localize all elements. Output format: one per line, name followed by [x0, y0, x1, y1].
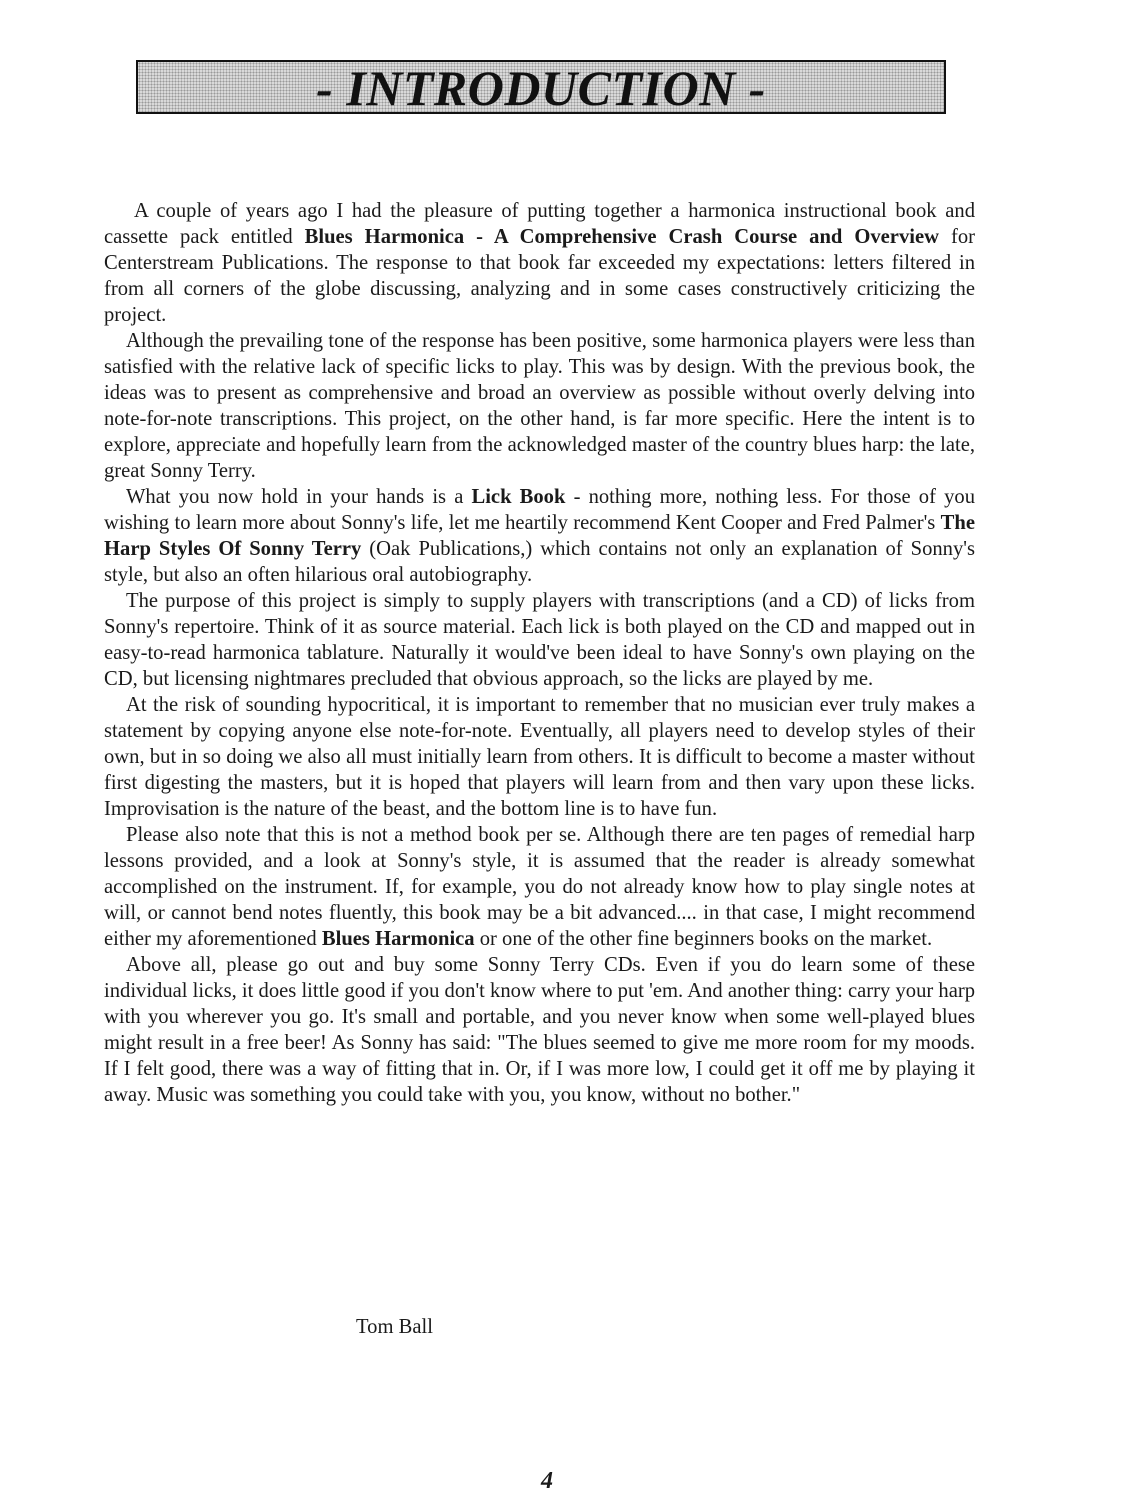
author-signature: Tom Ball: [356, 1316, 433, 1338]
text-segment: A couple of years ago I had the pleasure of putting together a harmonica instructional book and cassette pack entitled: [104, 200, 975, 248]
book-title-harp-styles: The Harp Styles Of Sonny Terry: [104, 512, 975, 560]
text-segment: Above all, please go out and buy some Sonny Terry CDs. Even if you do learn some of these individual licks, it does little good if you don't know where to put 'em. And another thing: carry your harp with you wherever you go. It's small and portable, and you never know when some well-played blues might result in a free beer! As Sonny has said: "The blues seemed to give me more room for my moods. If I felt good, there was a way of fitting that in. Or, if I was more low, I could get it off me by playing it away. Music was something you could take with you, you know, without no bother.": [104, 954, 975, 1106]
book-title-lick-book: Lick Book: [471, 486, 566, 508]
text-segment: At the risk of sounding hypocritical, it is important to remember that no musician ever truly makes a statement by copying anyone else note-for-note. Eventually, all players need to develop styles of their own, but in so doing we also all must initially learn from others. It is difficult to become a master without first digesting the masters, but it is hoped that players will learn from and then vary upon these licks. Improvisation is the nature of the beast, and the bottom line is to have fun.: [104, 694, 975, 820]
book-title-blues-harmonica-full: Blues Harmonica - A Comprehensive Crash Course and Overview: [304, 226, 939, 248]
text-segment: Although the prevailing tone of the response has been positive, some harmonica players were less than satisfied with the relative lack of specific licks to play. This was by design. With the previous book, the ideas was to present as comprehensive and broad an overview as possible without overly delving into note-for-note transcriptions. This project, on the other hand, is far more specific. Here the intent is to explore, appreciate and hopefully learn from the acknowledged master of the country blues harp: the late, great Sonny Terry.: [104, 330, 975, 482]
paragraph: [104, 198, 975, 328]
paragraph: [104, 822, 975, 952]
paragraph: [104, 952, 975, 1108]
text-segment: (Oak Publications,) which contains not only an explanation of Sonny's style, but also an often hilarious oral autobiography.: [104, 538, 975, 586]
text-segment: The purpose of this project is simply to supply players with transcriptions (and a CD) of licks from Sonny's repertoire. Think of it as source material. Each lick is both played on the CD and mapped out in easy-to-read harmonica tablature. Naturally it would've been ideal to have Sonny's own playing on the CD, but licensing nightmares precluded that obvious approach, so the licks are played by me.: [104, 590, 975, 690]
book-title-blues-harmonica: Blues Harmonica: [321, 928, 475, 950]
page-number: 4: [541, 1468, 553, 1494]
paragraph: [104, 484, 975, 588]
paragraph: [104, 588, 975, 692]
paragraph: [104, 692, 975, 822]
text-segment: or one of the other fine beginners books on the market.: [474, 928, 933, 950]
text-segment: - nothing more, nothing less. For those of you wishing to learn more about Sonny's life, let me heartily recommend Kent Cooper and Fred Palmer's: [104, 486, 975, 534]
paragraph: [104, 328, 975, 484]
text-segment: What you now hold in your hands is a: [126, 486, 472, 508]
page-title: - INTRODUCTION -: [316, 60, 766, 116]
title-banner: [136, 60, 946, 114]
text-segment: for Centerstream Publications. The response to that book far exceeded my expectations: letters filtered in from all corners of the globe discussing, analyzing and in some cases constructively criticizing the project.: [104, 226, 975, 326]
body-text: [104, 198, 975, 1108]
text-segment: Please also note that this is not a method book per se. Although there are ten pages of remedial harp lessons provided, and a look at Sonny's style, it is assumed that the reader is already somewhat accomplished on the instrument. If, for example, you do not already know how to play single notes at will, or cannot bend notes fluently, this book may be a bit advanced.... in that case, I might recommend either my aforementioned: [104, 824, 975, 950]
